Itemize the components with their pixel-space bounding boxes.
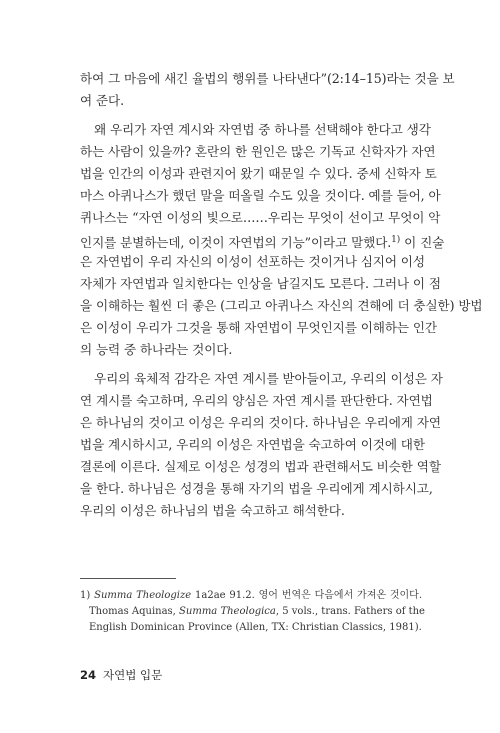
- page-number: 24: [80, 668, 97, 682]
- body-line: 의 능력 중 하나라는 것이다.: [80, 342, 233, 357]
- body-line-text: 이 진술: [400, 235, 445, 250]
- footnote-marker: 1): [80, 590, 91, 601]
- body-line: 우리의 육체적 감각은 자연 계시를 받아들이고, 우리의 이성은 자: [94, 371, 443, 386]
- footnote-text: , 5 vols., trans. Fathers of the: [275, 606, 425, 617]
- body-line: 을 한다. 하나님은 성경을 통해 자기의 법을 우리에게 계시하시고,: [80, 481, 433, 496]
- body-line: [80, 229, 444, 251]
- footnote-title: Summa Theologica: [179, 606, 276, 617]
- footnote-reference[interactable]: 1): [391, 235, 401, 245]
- body-line: 왜 우리가 자연 계시와 자연법 중 하나를 선택해야 한다고 생각: [94, 122, 431, 137]
- body-line: 하는 사람이 있을까? 혼란의 한 원인은 많은 기독교 신학자가 자연: [80, 144, 436, 159]
- body-line: 여 준다.: [80, 93, 125, 108]
- body-line: 을 이해하는 훨씬 더 좋은 (그리고 아퀴나스 자신의 견해에 더 충실한) 방법: [80, 298, 483, 313]
- body-line-text: 인지를 분별하는데, 이것이 자연법의 기능”이라고 말했다.: [80, 235, 392, 250]
- body-line: 자체가 자연법과 일치한다는 인상을 남길지도 모른다. 그러나 이 점: [80, 276, 441, 291]
- footnote-divider: [80, 578, 176, 579]
- body-line: 퀴나스는 “자연 이성의 빛으로……우리는 무엇이 선이고 무엇이 악: [80, 210, 441, 225]
- page-footer: [80, 665, 162, 685]
- body-line: 법을 인간의 이성과 관련지어 왔기 때문일 수 있다. 중세 신학자 토: [80, 166, 437, 181]
- body-line: 은 하나님의 것이고 이성은 우리의 것이다. 하나님은 우리에게 자연: [80, 415, 441, 430]
- running-title: 자연법 입문: [103, 668, 163, 682]
- body-line: 우리의 이성은 하나님의 법을 숙고하고 해석한다.: [80, 503, 345, 518]
- body-line: 은 자연법이 우리 자신의 이성이 선포하는 것이거나 심지어 이성: [80, 254, 425, 269]
- body-line: 마스 아퀴나스가 했던 말을 떠올릴 수도 있을 것이다. 예를 들어, 아: [80, 188, 441, 203]
- body-line: 결론에 이른다. 실제로 이성은 성경의 법과 관련해서도 비슷한 역할: [80, 459, 441, 474]
- body-line: 하여 그 마음에 새긴 율법의 행위를 나타낸다”(2:14–15)라는 것을 보: [80, 71, 455, 86]
- footnote-text: 1a2ae 91.2. 영어 번역은 다음에서 가져온 것이다.: [191, 590, 422, 601]
- footnote-text: Thomas Aquinas,: [89, 606, 180, 617]
- footnote-line: [80, 588, 422, 604]
- footnote-line: [89, 604, 425, 620]
- body-line: 연 계시를 숙고하며, 우리의 양심은 자연 계시를 판단한다. 자연법: [80, 393, 433, 408]
- footnote-title: Summa Theologize: [94, 590, 192, 601]
- footnote-line: English Dominican Province (Allen, TX: Christian Classics, 1981).: [89, 622, 422, 633]
- body-line: 법을 계시하시고, 우리의 이성은 자연법을 숙고하여 이것에 대한: [80, 437, 425, 452]
- body-line: 은 이성이 우리가 그것을 통해 자연법이 무엇인지를 이해하는 인간: [80, 320, 437, 335]
